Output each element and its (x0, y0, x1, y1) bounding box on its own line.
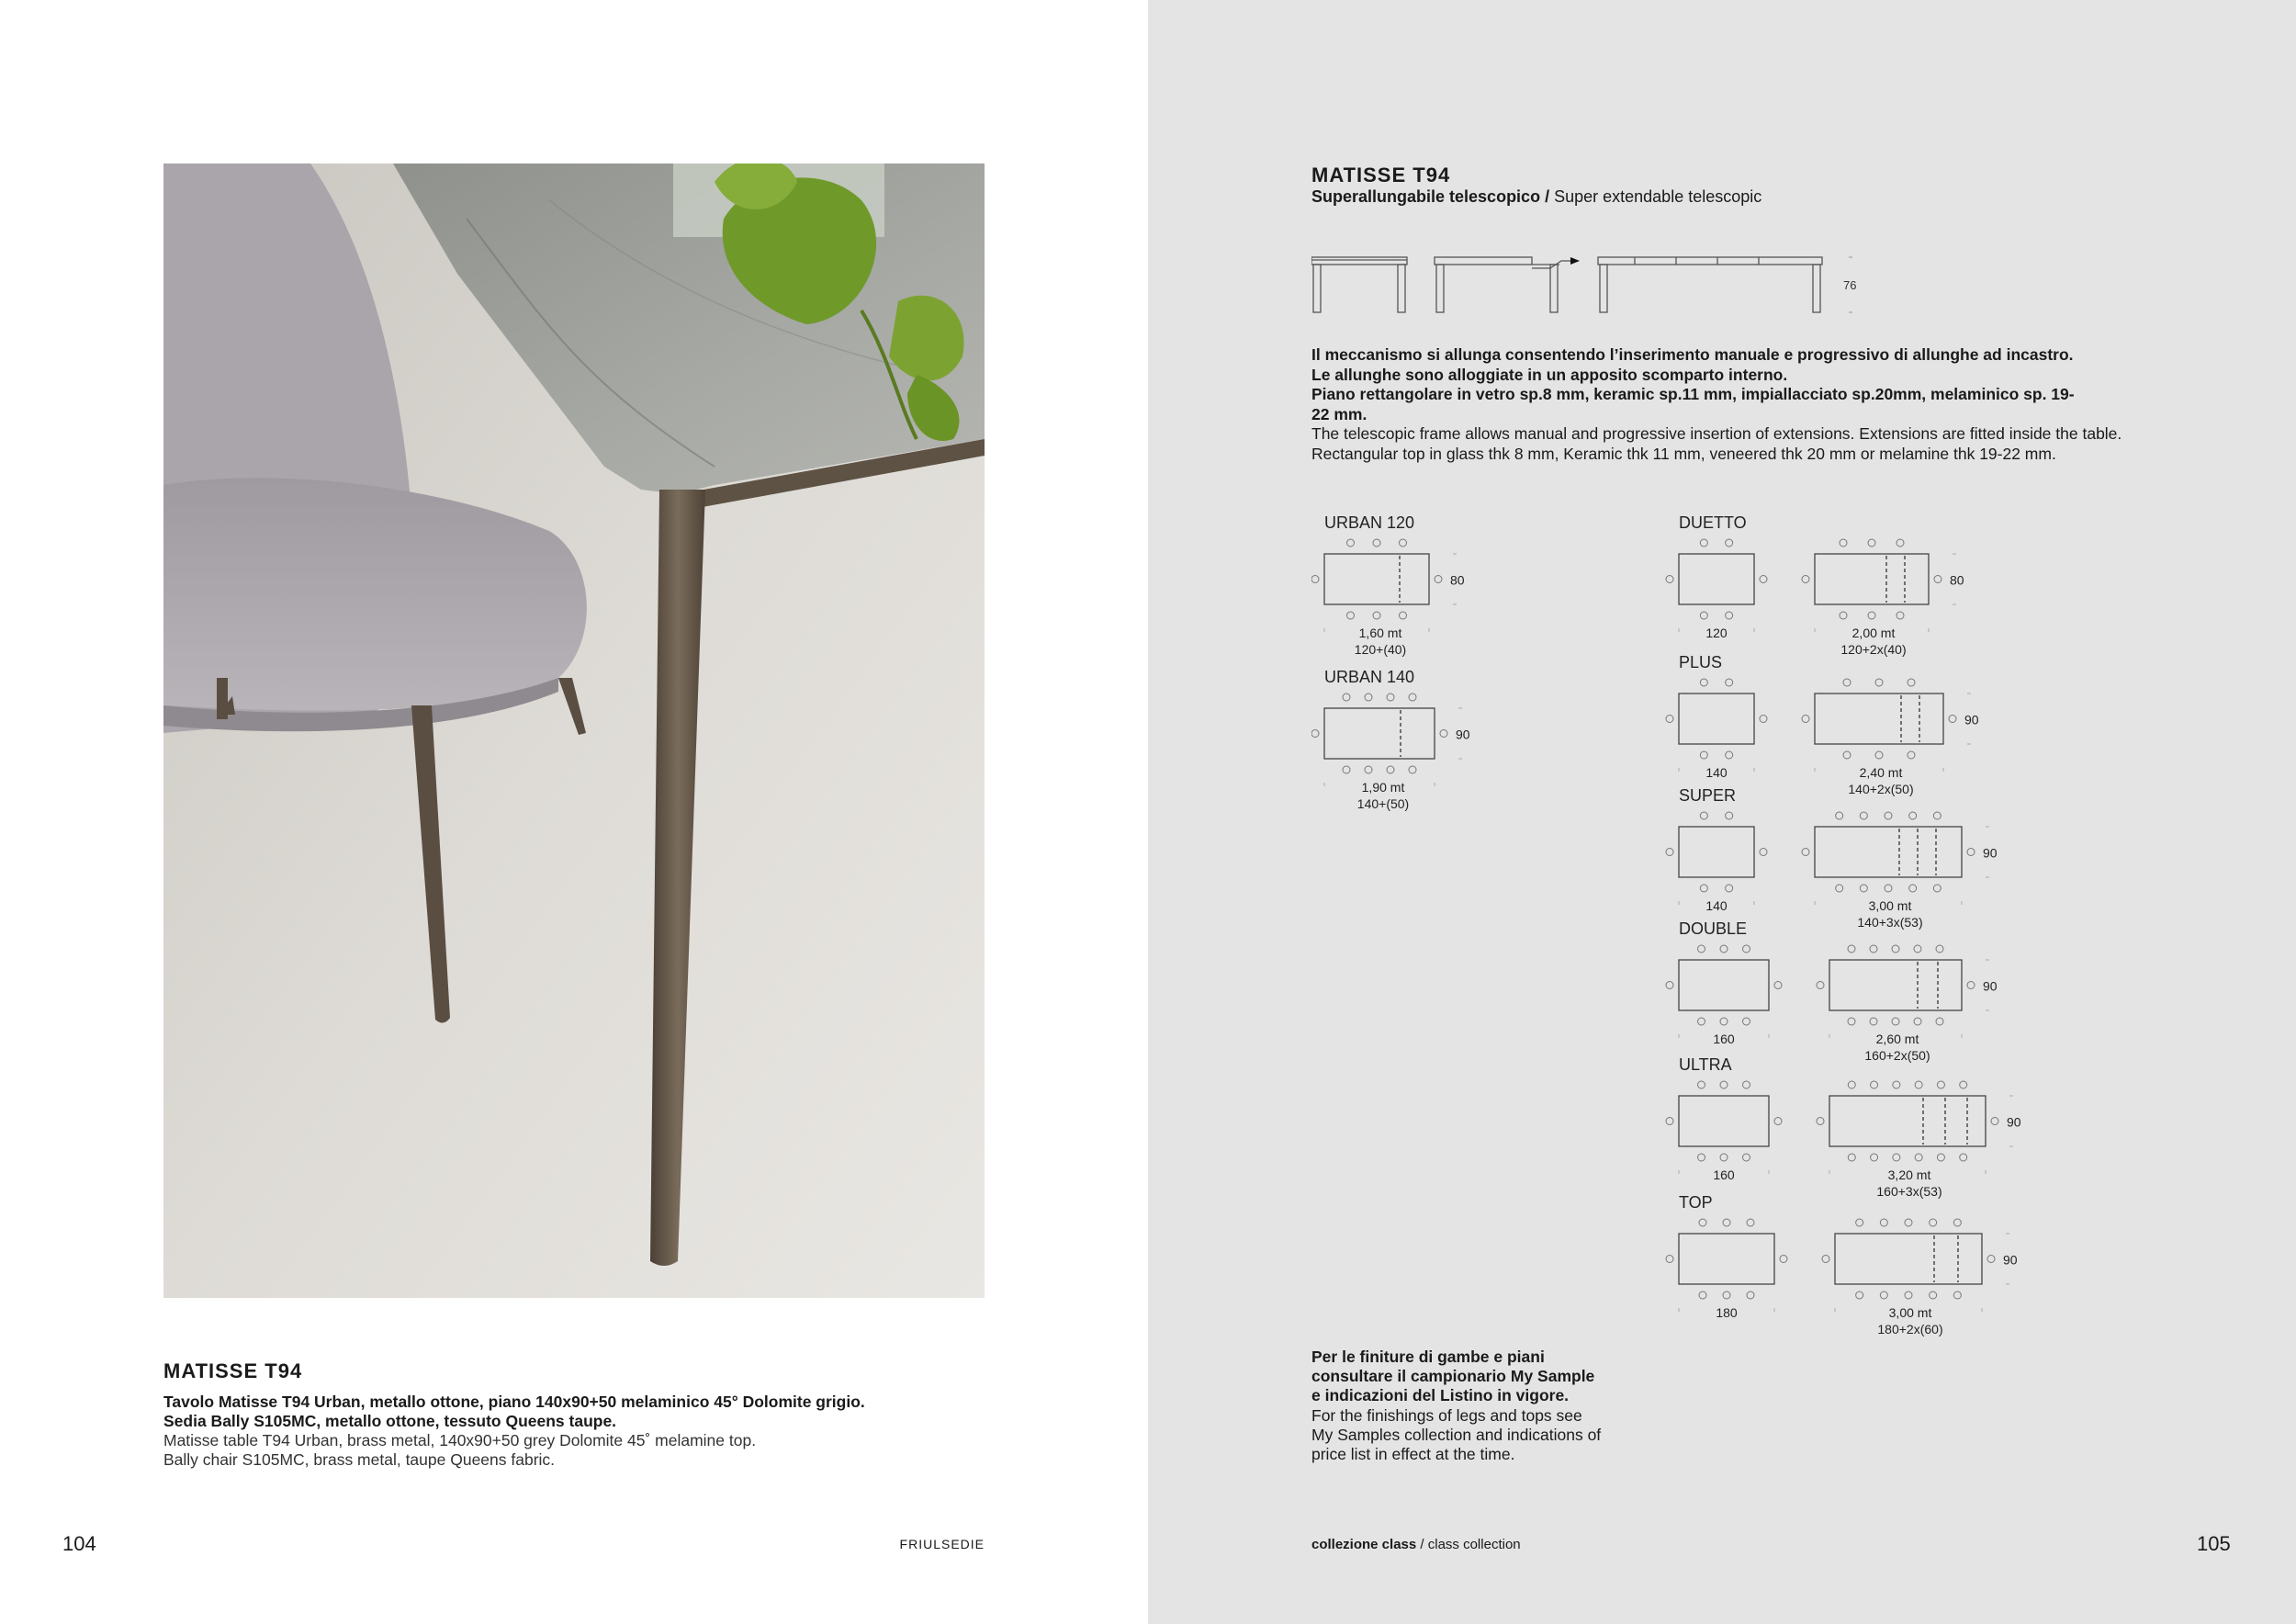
model-name: ULTRA (1679, 1055, 1732, 1074)
chair-symbol (1720, 1154, 1728, 1161)
chair-symbol (1953, 1291, 1961, 1299)
chair-symbol (1409, 766, 1416, 773)
chair-symbol (1930, 1291, 1937, 1299)
finish-it-line: consultare il campionario My Sample (1311, 1367, 1595, 1386)
chair-symbol (1836, 812, 1843, 819)
chair-symbol (1937, 1081, 1944, 1088)
depth-label: 90 (2003, 1252, 2018, 1268)
side-profile-drawing (1311, 248, 1881, 326)
caption-it-line: Tavolo Matisse T94 Urban, metallo ottone, piano 140x90+50 melaminico 45° Dolomite grigio. (163, 1393, 865, 1411)
chair-symbol (1817, 1118, 1824, 1125)
closed-length: 160 (1713, 1167, 1735, 1182)
extended-length: 2,40 mt (1859, 765, 1903, 780)
chair-symbol (1908, 679, 1915, 686)
chair-symbol (1343, 766, 1350, 773)
table-outline (1835, 1234, 1982, 1284)
product-subtitle (1311, 187, 1761, 207)
model-name: SUPER (1679, 786, 1737, 805)
chair-symbol (1967, 849, 1975, 856)
chair-symbol (1698, 1154, 1705, 1161)
chair-symbol (1387, 694, 1394, 701)
extended-length: 1,90 mt (1361, 780, 1405, 795)
chair-symbol (1936, 1018, 1943, 1025)
page-number-right: 105 (2197, 1532, 2231, 1555)
extended-length: 2,00 mt (1851, 626, 1896, 640)
chair-symbol (1843, 751, 1851, 759)
model-name: PLUS (1679, 653, 1723, 671)
extended-length: 3,20 mt (1887, 1167, 1931, 1182)
chair-symbol (1991, 1118, 1998, 1125)
depth-label: 80 (1450, 572, 1465, 588)
chair-symbol (1311, 576, 1319, 583)
extension-formula: 140+(50) (1356, 796, 1410, 811)
table-outline (1679, 960, 1769, 1010)
chair-symbol (1953, 1219, 1961, 1226)
chair-symbol (1836, 885, 1843, 892)
brand-name: FRIULSEDIE (899, 1537, 985, 1551)
chair-symbol (1949, 716, 1956, 723)
chair-symbol (1840, 612, 1847, 619)
chair-symbol (1700, 751, 1707, 759)
chair-symbol (1896, 539, 1904, 547)
chair-symbol (1747, 1219, 1754, 1226)
chair-symbol (1915, 1154, 1922, 1161)
chair-symbol (1726, 679, 1733, 686)
chair-symbol (1880, 1219, 1887, 1226)
table-outline (1829, 960, 1962, 1010)
chair-symbol (1860, 812, 1867, 819)
chair-symbol (1909, 885, 1917, 892)
caption-body (163, 1393, 990, 1470)
product-photo (163, 164, 985, 1298)
chair-symbol (1909, 812, 1917, 819)
chair-symbol (1666, 849, 1673, 856)
chair-symbol (1856, 1291, 1863, 1299)
model-name: DOUBLE (1679, 919, 1748, 938)
chair-symbol (1914, 1018, 1921, 1025)
caption-en-line: Matisse table T94 Urban, brass metal, 140x90+50 grey Dolomite 45˚ melamine top. (163, 1431, 757, 1449)
chair-symbol (1843, 679, 1851, 686)
chair-symbol (1700, 679, 1707, 686)
chair-symbol (1373, 612, 1380, 619)
chair-symbol (1822, 1256, 1829, 1263)
chair-symbol (1666, 576, 1673, 583)
chair-symbol (1774, 982, 1782, 989)
subtitle-it: Superallungabile telescopico (1311, 187, 1541, 206)
extension-formula: 160+2x(50) (1864, 1048, 1930, 1063)
extension-formula: 120+2x(40) (1840, 642, 1907, 657)
chair-symbol (1720, 1018, 1728, 1025)
chair-symbol (1699, 1219, 1706, 1226)
chair-symbol (1868, 539, 1875, 547)
chair-symbol (1365, 694, 1372, 701)
chair-symbol (1960, 1154, 1967, 1161)
table-outline (1324, 708, 1435, 759)
profile-height-label: 76 (1843, 278, 1857, 292)
chair-symbol (1747, 1291, 1754, 1299)
extended-length: 1,60 mt (1358, 626, 1402, 640)
chair-symbol (1365, 766, 1372, 773)
chair-symbol (1880, 1291, 1887, 1299)
chair-symbol (1860, 885, 1867, 892)
depth-label: 90 (1456, 727, 1470, 742)
chair-symbol (1936, 945, 1943, 953)
chair-symbol (1343, 694, 1350, 701)
configurations-diagram (1311, 510, 2065, 1341)
chair-symbol (1893, 1154, 1900, 1161)
product-title: MATISSE T94 (1311, 164, 1451, 186)
extended-length: 3,00 mt (1868, 898, 1912, 913)
finish-en-line: My Samples collection and indications of (1311, 1425, 1602, 1444)
chair-symbol (1400, 612, 1407, 619)
chair-symbol (1870, 1018, 1877, 1025)
extended-length: 3,00 mt (1888, 1305, 1932, 1320)
chair-symbol (1743, 945, 1750, 953)
chair-symbol (1743, 1018, 1750, 1025)
chair-symbol (1871, 1154, 1878, 1161)
chair-symbol (1726, 612, 1733, 619)
desc-it-line: Le allunghe sono alloggiate in un apposito scomparto interno. (1311, 365, 1788, 384)
chair-symbol (1698, 1018, 1705, 1025)
chair-symbol (1760, 849, 1767, 856)
chair-symbol (1409, 694, 1416, 701)
chair-symbol (1885, 812, 1892, 819)
depth-label: 90 (1983, 978, 1998, 994)
closed-length: 180 (1716, 1305, 1738, 1320)
chair-symbol (1848, 1018, 1855, 1025)
caption-it-line: Sedia Bally S105MC, metallo ottone, tessuto Queens taupe. (163, 1412, 617, 1430)
model-name: URBAN 140 (1324, 668, 1415, 686)
chair-symbol (1802, 716, 1809, 723)
chair-symbol (1934, 576, 1941, 583)
table-outline (1815, 554, 1929, 604)
chair-symbol (1870, 945, 1877, 953)
chair-symbol (1440, 730, 1447, 738)
chair-symbol (1723, 1219, 1730, 1226)
chair-symbol (1908, 751, 1915, 759)
chair-symbol (1387, 766, 1394, 773)
desc-it-line: Il meccanismo si allunga consentendo l’inserimento manuale e progressivo di allunghe ad incastro. (1311, 345, 2074, 364)
desc-en-line: The telescopic frame allows manual and progressive insertion of extensions. Extensions are fitted inside the table. (1311, 424, 2122, 444)
table-outline (1815, 827, 1962, 877)
chair-symbol (1960, 1081, 1967, 1088)
table-outline (1324, 554, 1429, 604)
caption-title: MATISSE T94 (163, 1359, 303, 1382)
table-outline (1679, 554, 1754, 604)
chair-symbol (1698, 945, 1705, 953)
chair-symbol (1726, 885, 1733, 892)
chair-symbol (1760, 716, 1767, 723)
chair-symbol (1856, 1219, 1863, 1226)
subtitle-separator: / (1540, 187, 1555, 206)
finish-it-line: e indicazioni del Listino in vigore. (1311, 1386, 1570, 1405)
finish-en-line: For the finishings of legs and tops see (1311, 1405, 1582, 1425)
table-outline (1815, 694, 1943, 744)
chair-symbol (1698, 1081, 1705, 1088)
chair-symbol (1780, 1256, 1787, 1263)
chair-symbol (1987, 1256, 1995, 1263)
chair-symbol (1726, 539, 1733, 547)
footer-en: class collection (1427, 1537, 1521, 1552)
desc-it-line: Piano rettangolare in vetro sp.8 mm, keramic sp.11 mm, impiallacciato sp.20mm, melaminico sp. 19-22 mm. (1311, 385, 2075, 423)
chair-symbol (1723, 1291, 1730, 1299)
footer-it: collezione class (1311, 1537, 1417, 1552)
chair-symbol (1930, 1219, 1937, 1226)
chair-symbol (1933, 885, 1941, 892)
chair-symbol (1347, 612, 1355, 619)
chair-symbol (1817, 982, 1824, 989)
chair-symbol (1700, 885, 1707, 892)
depth-label: 90 (1983, 845, 1998, 861)
chair-symbol (1840, 539, 1847, 547)
model-name: URBAN 120 (1324, 513, 1415, 532)
depth-label: 90 (2007, 1114, 2021, 1130)
chair-symbol (1666, 1256, 1673, 1263)
chair-symbol (1700, 539, 1707, 547)
chair-symbol (1848, 945, 1855, 953)
chair-symbol (1700, 612, 1707, 619)
table-outline (1829, 1096, 1986, 1146)
table-outline (1679, 1234, 1774, 1284)
chair-symbol (1802, 849, 1809, 856)
chair-symbol (1848, 1154, 1855, 1161)
chair-symbol (1666, 1118, 1673, 1125)
depth-label: 80 (1950, 572, 1964, 588)
model-name: TOP (1679, 1193, 1713, 1212)
chair-symbol (1905, 1291, 1912, 1299)
extension-formula: 140+2x(50) (1848, 782, 1914, 796)
chair-symbol (1760, 576, 1767, 583)
chair-symbol (1699, 1291, 1706, 1299)
chair-symbol (1720, 1081, 1728, 1088)
chair-symbol (1720, 945, 1728, 953)
extended-length: 2,60 mt (1875, 1032, 1919, 1046)
chair-symbol (1893, 1081, 1900, 1088)
chair-symbol (1400, 539, 1407, 547)
closed-length: 160 (1713, 1032, 1735, 1046)
page-number-left: 104 (62, 1532, 96, 1555)
chair-symbol (1896, 612, 1904, 619)
subtitle-en: Super extendable telescopic (1554, 187, 1762, 206)
chair-symbol (1871, 1081, 1878, 1088)
table-outline (1679, 827, 1754, 877)
chair-symbol (1967, 982, 1975, 989)
chair-symbol (1905, 1219, 1912, 1226)
chair-symbol (1875, 751, 1883, 759)
chair-symbol (1726, 812, 1733, 819)
depth-label: 90 (1964, 712, 1979, 727)
chair-symbol (1774, 1118, 1782, 1125)
closed-length: 140 (1705, 898, 1728, 913)
description (1311, 345, 2133, 465)
chair-symbol (1373, 539, 1380, 547)
desc-en-line: Rectangular top in glass thk 8 mm, Keramic thk 11 mm, veneered thk 20 mm or melamine thk 19-22 mm. (1311, 444, 2056, 463)
finish-en-line: price list in effect at the time. (1311, 1445, 1515, 1464)
chair-symbol (1700, 812, 1707, 819)
table-outline (1679, 1096, 1769, 1146)
chair-symbol (1892, 945, 1899, 953)
chair-symbol (1347, 539, 1355, 547)
finish-it-line: Per le finiture di gambe e piani (1311, 1348, 1545, 1366)
table-outline (1679, 694, 1754, 744)
chair-symbol (1802, 576, 1809, 583)
chair-symbol (1666, 716, 1673, 723)
closed-length: 120 (1705, 626, 1728, 640)
chair-symbol (1914, 945, 1921, 953)
chair-symbol (1875, 679, 1883, 686)
chair-symbol (1666, 982, 1673, 989)
extension-formula: 180+2x(60) (1877, 1322, 1943, 1336)
chair-symbol (1933, 812, 1941, 819)
extension-formula: 120+(40) (1354, 642, 1407, 657)
collection-footer (1311, 1537, 1521, 1552)
chair-symbol (1937, 1154, 1944, 1161)
chair-symbol (1311, 730, 1319, 738)
chair-symbol (1915, 1081, 1922, 1088)
chair-symbol (1743, 1154, 1750, 1161)
chair-symbol (1435, 576, 1442, 583)
closed-length: 140 (1705, 765, 1728, 780)
chair-symbol (1868, 612, 1875, 619)
chair-symbol (1892, 1018, 1899, 1025)
chair-symbol (1726, 751, 1733, 759)
chair-symbol (1743, 1081, 1750, 1088)
footer-separator: / (1416, 1537, 1428, 1552)
extension-formula: 140+3x(53) (1857, 915, 1923, 930)
caption-en-line: Bally chair S105MC, brass metal, taupe Queens fabric. (163, 1450, 556, 1469)
finishes-note (1311, 1348, 1697, 1464)
extension-formula: 160+3x(53) (1876, 1184, 1942, 1199)
model-name: DUETTO (1679, 513, 1747, 532)
chair-symbol (1885, 885, 1892, 892)
chair-symbol (1848, 1081, 1855, 1088)
